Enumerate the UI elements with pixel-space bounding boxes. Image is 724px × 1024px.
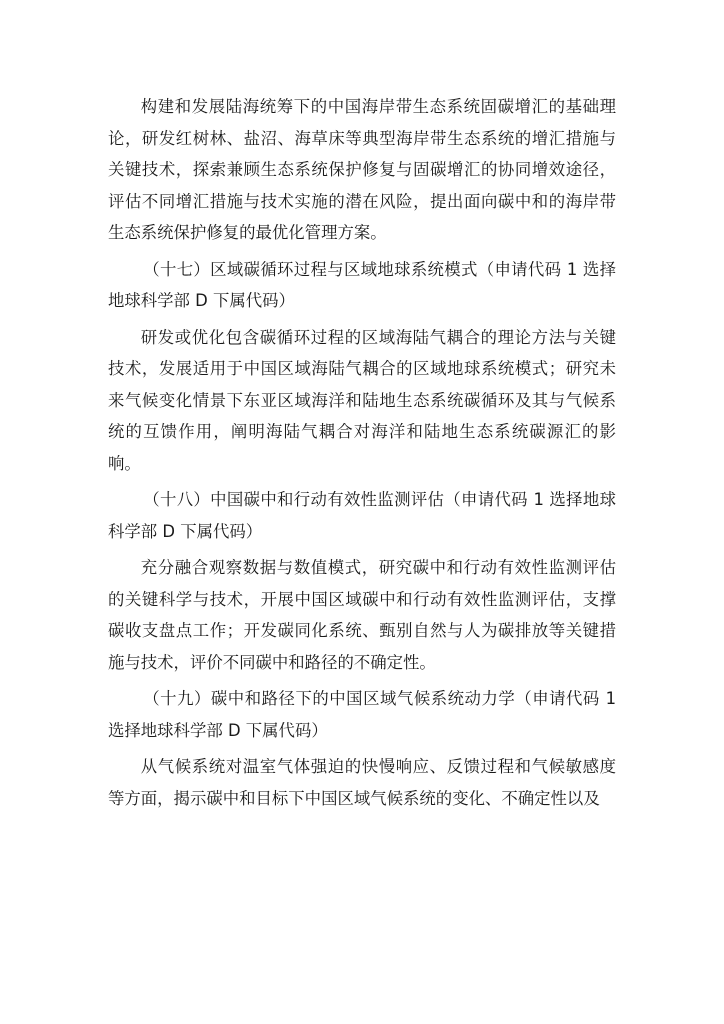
document-page xyxy=(108,91,616,814)
section-heading-17: （十七）区域碳循环过程与区域地球系统模式（申请代码 1 选择地球科学部 D 下属代码） xyxy=(108,259,616,310)
paragraph-coastal-carbon-sink: 构建和发展陆海统筹下的中国海岸带生态系统固碳增汇的基础理论，研发红树林、盐沼、海草床等典型海岸带生态系统的增汇措施与关键技术，探索兼顾生态系统保护修复与固碳增汇的协同增效途径，评估不同增汇措施与技术实施的潜在风险，提出面向碳中和的海岸带生态系统保护修复的最优化管理方案。 xyxy=(108,97,616,242)
paragraph-section-18: 充分融合观察数据与数值模式，研究碳中和行动有效性监测评估的关键科学与技术，开展中国区域碳中和行动有效性监测评估，支撑碳收支盘点工作；开发碳同化系统、甄别自然与人为碳排放等关键措施与技术，评价不同碳中和路径的不确定性。 xyxy=(108,558,616,672)
section-heading-19: （十九）碳中和路径下的中国区域气候系统动力学（申请代码 1 选择地球科学部 D 下属代码） xyxy=(108,689,616,740)
paragraph-section-19: 从气候系统对温室气体强迫的快慢响应、反馈过程和气候敏感度等方面，揭示碳中和目标下中国区域气候系统的变化、不确定性以及 xyxy=(108,757,616,808)
section-heading-18: （十八）中国碳中和行动有效性监测评估（申请代码 1 选择地球科学部 D 下属代码） xyxy=(108,490,616,541)
paragraph-section-17: 研发或优化包含碳循环过程的区域海陆气耦合的理论方法与关键技术，发展适用于中国区域海陆气耦合的区域地球系统模式；研究未来气候变化情景下东亚区域海洋和陆地生态系统碳循环及其与气候系统的互馈作用，阐明海陆气耦合对海洋和陆地生态系统碳源汇的影响。 xyxy=(108,327,616,473)
